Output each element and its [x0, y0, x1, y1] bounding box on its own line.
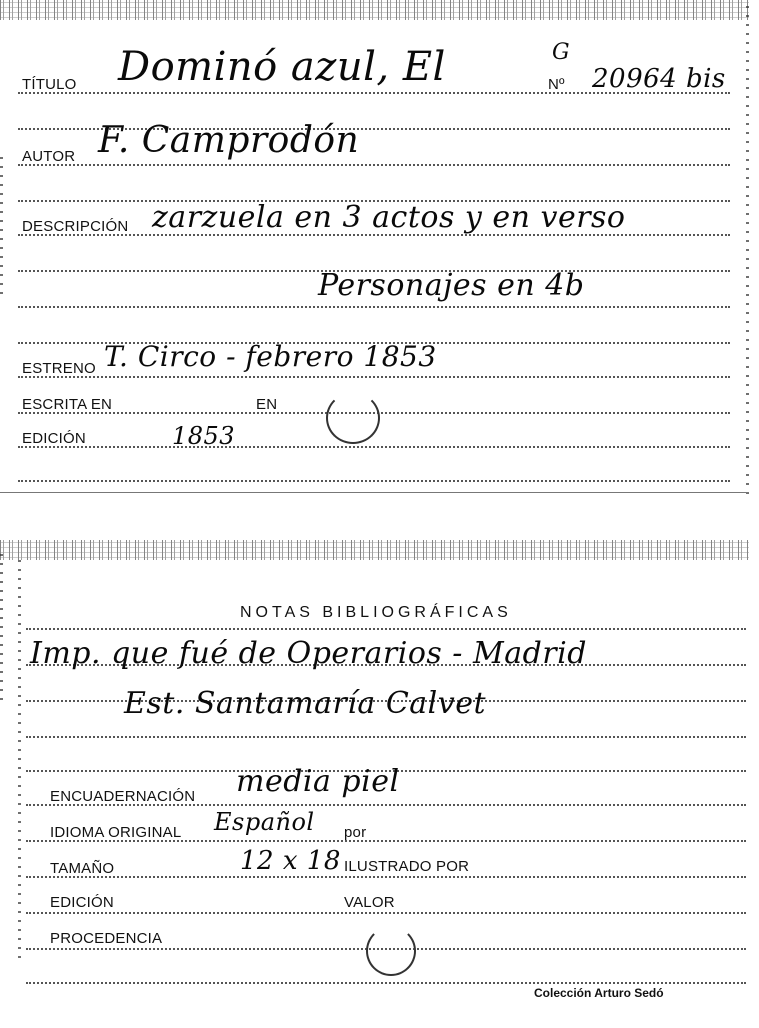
tamano-label: TAMAÑO: [50, 860, 115, 877]
rule-6: [18, 480, 730, 482]
por-label: por: [344, 824, 367, 841]
hole-punch-mark-bottom: [366, 926, 416, 976]
edicion-label-bottom: EDICIÓN: [50, 894, 114, 911]
rule-autor: [18, 164, 730, 166]
collection-footer: Colección Arturo Sedó: [534, 986, 664, 1000]
descripcion-label: DESCRIPCIÓN: [22, 218, 129, 235]
valor-label: VALOR: [344, 894, 395, 911]
catalog-card-top: [0, 0, 749, 494]
hole-punch-mark: [326, 392, 380, 444]
numero-label: Nº: [548, 76, 565, 93]
rule-last: [26, 982, 746, 984]
rule-estreno: [18, 376, 730, 378]
rule-4: [18, 306, 730, 308]
numero-value: 20964 bis: [592, 64, 726, 94]
en-label: EN: [256, 396, 278, 413]
rule-notas-4: [26, 736, 746, 738]
notas-line-1: Imp. que fué de Operarios - Madrid: [30, 636, 587, 671]
rule-edicion: [18, 446, 730, 448]
escrita-en-label: ESCRITA EN: [22, 396, 113, 413]
encuadernacion-label: ENCUADERNACIÓN: [50, 788, 196, 805]
card-bottom-left-speckle: [0, 550, 3, 700]
card-top-edge-texture: [0, 0, 749, 20]
titulo-value: Dominó azul, El: [118, 44, 446, 90]
ilustrado-label: ILUSTRADO POR: [344, 858, 470, 875]
card-top-left-edge: [0, 150, 3, 294]
estreno-value: T. Circo - febrero 1853: [104, 340, 437, 373]
card-top-bottom-edge: [0, 492, 749, 493]
edicion-label: EDICIÓN: [22, 430, 86, 447]
edicion-value: 1853: [172, 422, 236, 450]
card-top-right-edge: [746, 0, 749, 494]
catalog-card-bottom: [0, 540, 749, 1028]
estreno-label: ESTRENO: [22, 360, 96, 377]
descripcion-value-2: Personajes en 4b: [318, 268, 585, 303]
card-bottom-left-edge: [18, 560, 21, 958]
idioma-value: Español: [214, 808, 315, 836]
encuadernacion-value: media piel: [236, 764, 400, 799]
card-bottom-edge-texture: [0, 540, 749, 560]
idioma-label: IDIOMA ORIGINAL: [50, 824, 182, 841]
autor-label: AUTOR: [22, 148, 76, 165]
notas-title: NOTAS BIBLIOGRÁFICAS: [240, 604, 512, 621]
rule-notas-1: [26, 628, 746, 630]
descripcion-value: zarzuela en 3 actos y en verso: [152, 200, 626, 235]
tamano-value: 12 x 18: [240, 846, 341, 876]
procedencia-label: PROCEDENCIA: [50, 930, 163, 947]
rule-tamano: [26, 876, 746, 878]
rule-edicion: [26, 912, 746, 914]
numero-mark: G: [552, 40, 571, 65]
autor-value: F. Camprodón: [98, 120, 360, 161]
titulo-label: TÍTULO: [22, 76, 77, 93]
notas-line-2: Est. Santamaría Calvet: [124, 686, 487, 721]
